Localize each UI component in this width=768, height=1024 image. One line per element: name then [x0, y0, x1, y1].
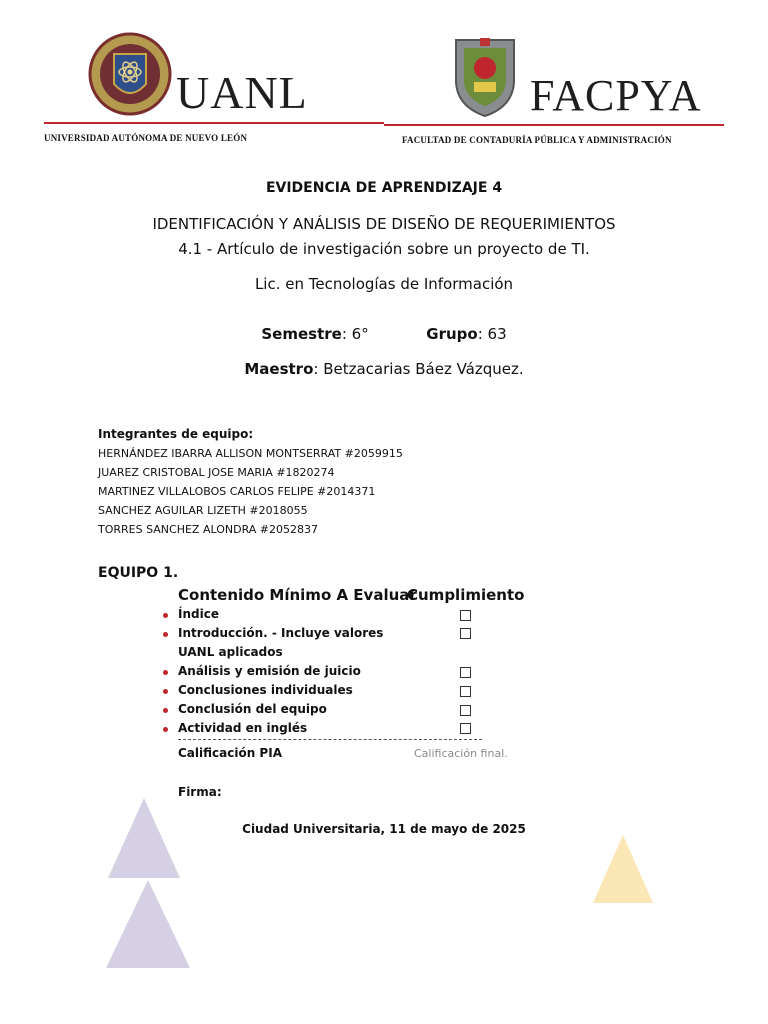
- group-value: : 63: [477, 325, 507, 343]
- career-name: Lic. en Tecnologías de Información: [254, 275, 514, 293]
- criteria-item: Introducción. - Incluye valores: [178, 626, 384, 640]
- bullet-icon: [163, 708, 168, 713]
- criteria-item-continued: UANL aplicados: [178, 645, 283, 659]
- member-item: SANCHEZ AGUILAR LIZETH #2018055: [98, 504, 308, 517]
- bullet-icon: [163, 689, 168, 694]
- member-item: JUAREZ CRISTOBAL JOSE MARIA #1820274: [98, 466, 335, 479]
- uanl-logo-text: UANL: [176, 67, 308, 118]
- column-header-content: Contenido Mínimo A Evaluar: [178, 586, 417, 604]
- checkbox[interactable]: [460, 628, 471, 639]
- teacher-label: Maestro: [244, 360, 314, 378]
- criteria-item: Análisis y emisión de juicio: [178, 664, 361, 678]
- bullet-icon: [163, 670, 168, 675]
- grade-field[interactable]: Calificación final.: [414, 747, 508, 760]
- decor-triangle-purple: [106, 880, 190, 968]
- header-divider-left: [44, 122, 384, 124]
- criteria-item: Actividad en inglés: [178, 721, 308, 735]
- facpya-shield-logo: [450, 34, 520, 120]
- members-heading: Integrantes de equipo:: [98, 427, 254, 441]
- semester-value: : 6°: [341, 325, 369, 343]
- checkbox[interactable]: [460, 667, 471, 678]
- signature-label: Firma:: [178, 785, 222, 799]
- bullet-icon: [163, 632, 168, 637]
- group-label: Grupo: [426, 325, 478, 343]
- subtitle-line-2: 4.1 - Artículo de investigación sobre un proyecto de TI.: [178, 240, 590, 258]
- semester-label: Semestre: [261, 325, 342, 343]
- document-title: EVIDENCIA DE APRENDIZAJE 4: [265, 180, 503, 196]
- criteria-item: Conclusiones individuales: [178, 683, 353, 697]
- column-header-compliance: Cumplimiento: [407, 586, 525, 604]
- facpya-logo-text: FACPYA: [530, 71, 702, 120]
- criteria-item: Conclusión del equipo: [178, 702, 327, 716]
- table-divider: [178, 739, 482, 740]
- grade-label: Calificación PIA: [178, 746, 282, 760]
- header-divider-right: [384, 124, 724, 126]
- subtitle-line-1: IDENTIFICACIÓN Y ANÁLISIS DE DISEÑO DE REQUERIMIENTOS: [152, 215, 616, 233]
- uanl-seal-logo: [88, 28, 172, 124]
- decor-triangle-purple: [108, 798, 180, 878]
- checkbox[interactable]: [460, 705, 471, 716]
- member-item: TORRES SANCHEZ ALONDRA #2052837: [98, 523, 319, 536]
- bullet-icon: [163, 613, 168, 618]
- faculty-caption: FACULTAD DE CONTADURÍA PÚBLICA Y ADMINISTRACIÓN: [402, 135, 672, 145]
- member-item: HERNÁNDEZ IBARRA ALLISON MONTSERRAT #2059915: [98, 447, 403, 460]
- semester-group-line: [0, 325, 768, 343]
- bullet-icon: [163, 727, 168, 732]
- criteria-item: Índice: [178, 607, 219, 621]
- university-caption: UNIVERSIDAD AUTÓNOMA DE NUEVO LEÓN: [44, 133, 248, 143]
- teacher-value: : Betzacarias Báez Vázquez.: [313, 360, 524, 378]
- checkbox[interactable]: [460, 723, 471, 734]
- member-item: MARTINEZ VILLALOBOS CARLOS FELIPE #2014371: [98, 485, 376, 498]
- team-label: EQUIPO 1.: [98, 565, 179, 581]
- checkbox[interactable]: [460, 610, 471, 621]
- checkbox[interactable]: [460, 686, 471, 697]
- teacher-line: [0, 360, 768, 378]
- place-date: Ciudad Universitaria, 11 de mayo de 2025: [242, 822, 526, 836]
- decor-triangle-yellow: [593, 835, 653, 903]
